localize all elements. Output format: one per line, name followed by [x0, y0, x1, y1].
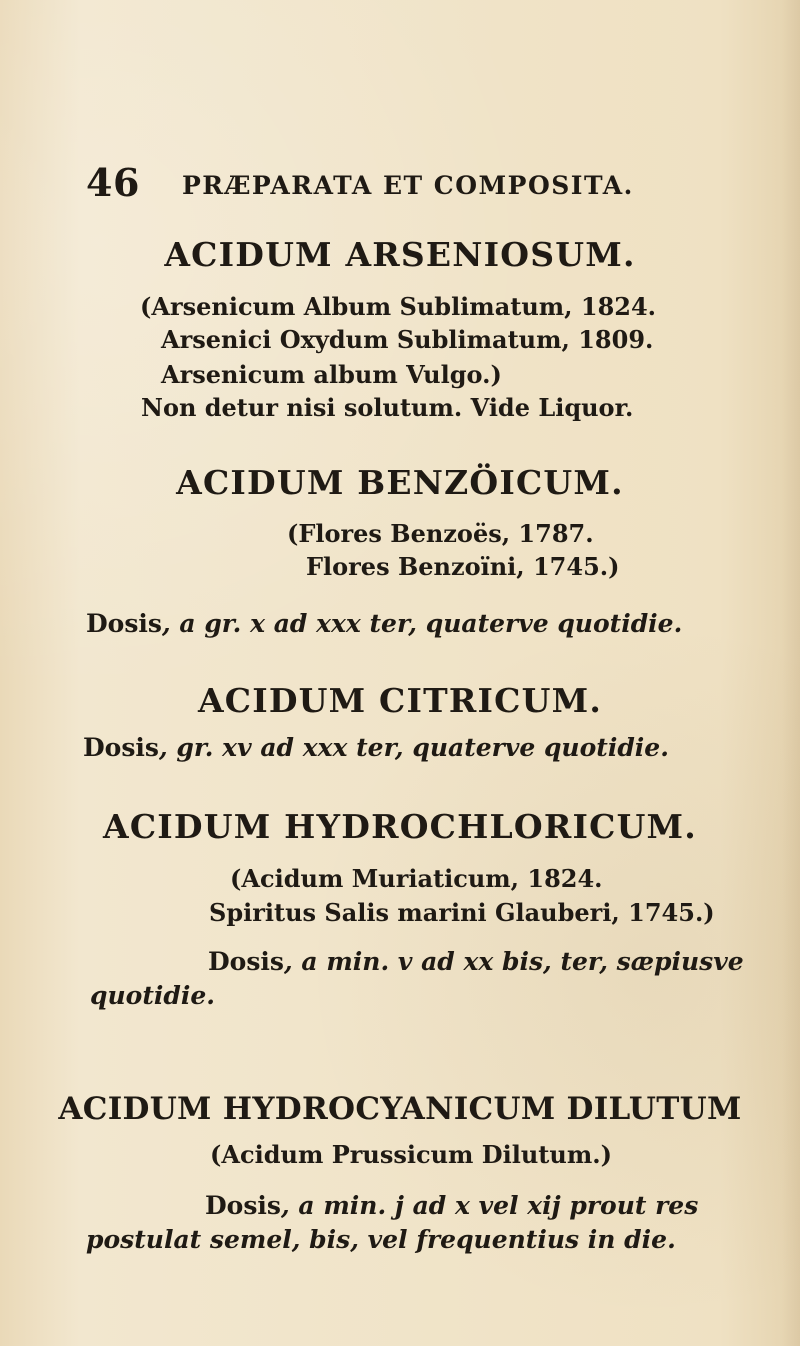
- dosage-continuation: quotidie.: [90, 981, 215, 1010]
- entry-acidum-arseniosum: [0, 235, 800, 426]
- dosage-label: Dosis: [86, 609, 163, 638]
- entry-acidum-benzoicum: [0, 463, 800, 638]
- dosage-label: Dosis: [205, 1191, 282, 1220]
- dosage-label: Dosis: [83, 733, 160, 762]
- running-title: PRÆPARATA ET COMPOSITA.: [182, 171, 634, 200]
- synonym-line: Arsenicum album Vulgo.): [161, 360, 502, 389]
- entry-title: ACIDUM ARSENIOSUM.: [164, 235, 636, 274]
- entry-acidum-hydrochloricum: [0, 807, 800, 1038]
- entry-title: ACIDUM BENZÖICUM.: [176, 463, 624, 502]
- dosage-text: , a min. v ad xx bis, ter, sæpiusve: [284, 947, 744, 976]
- entry-title: ACIDUM HYDROCYANICUM DILUTUM: [58, 1091, 742, 1127]
- entry-title: ACIDUM CITRICUM.: [197, 681, 603, 720]
- dosage-continuation: postulat semel, bis, vel frequentius in die.: [86, 1225, 676, 1254]
- dosage-text: , a gr. x ad xxx ter, quaterve quotidie.: [162, 609, 683, 638]
- entry-acidum-hydrocyanicum-dilutum: [0, 1091, 800, 1326]
- page-header: [86, 160, 706, 206]
- page-number: 46: [86, 160, 140, 205]
- synonym-line: (Arsenicum Album Sublimatum, 1824.: [140, 292, 657, 321]
- dosage-label: Dosis: [208, 947, 285, 976]
- dosage-text: , a min. j ad x vel xij prout res: [281, 1191, 699, 1220]
- synonym-line: (Flores Benzoës, 1787.: [287, 519, 594, 548]
- dosage-line: [86, 610, 682, 638]
- synonym-line: (Acidum Muriaticum, 1824.: [230, 864, 603, 893]
- synonym-line: Arsenici Oxydum Sublimatum, 1809.: [161, 325, 654, 354]
- dosage-line: [83, 734, 669, 762]
- entry-acidum-citricum: [0, 681, 800, 766]
- dosage-text: , gr. xv ad xxx ter, quaterve quotidie.: [159, 733, 669, 762]
- synonym-line: Flores Benzoïni, 1745.): [306, 552, 620, 581]
- dosage-line: [205, 1192, 698, 1220]
- entry-title: ACIDUM HYDROCHLORICUM.: [103, 807, 697, 846]
- note-line: Non detur nisi solutum. Vide Liquor.: [141, 393, 634, 422]
- synonym-line: (Acidum Prussicum Dilutum.): [210, 1140, 612, 1169]
- dosage-line: [208, 948, 744, 976]
- synonym-line: Spiritus Salis marini Glauberi, 1745.): [209, 898, 715, 927]
